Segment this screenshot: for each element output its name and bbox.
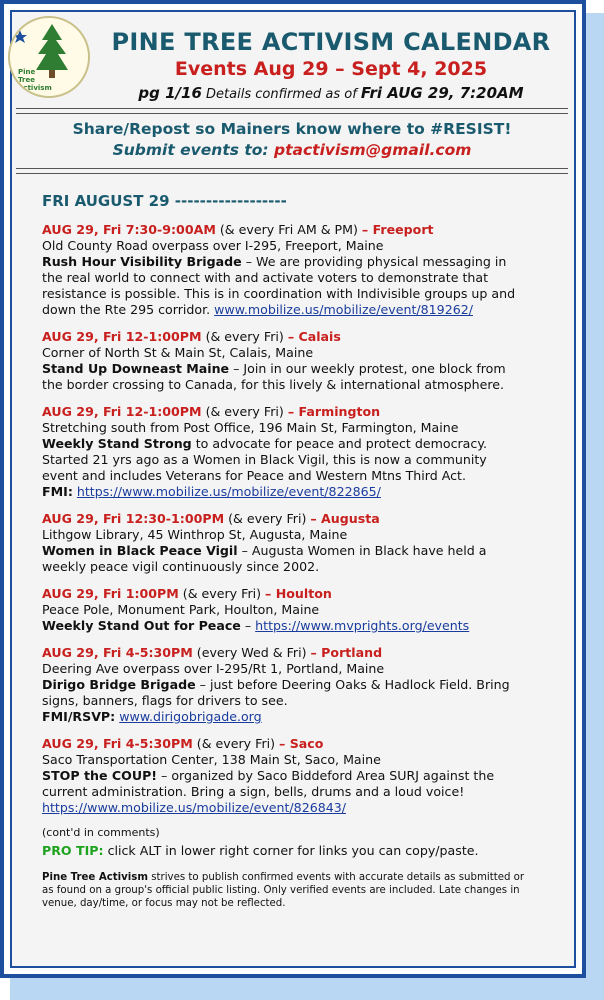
logo-text: Pine Tree Activism (18, 68, 52, 92)
disclaimer-text: venue, day/time, or focus may not be reflected. (42, 898, 286, 909)
event-name: Weekly Stand Strong (42, 436, 192, 451)
event-item (42, 586, 572, 634)
event-description-line (42, 270, 572, 286)
event-fmi (42, 484, 572, 500)
disclaimer-line (42, 897, 572, 910)
event-description-text: – just before Deering Oaks & Hadlock Field. Bring (195, 677, 510, 692)
page-title: PINE TREE ACTIVISM CALENDAR (111, 28, 551, 56)
event-header (42, 404, 572, 420)
pro-tip-label: PRO TIP: (42, 843, 104, 858)
divider (16, 168, 568, 174)
event-date: AUG 29, Fri 1:00PM (42, 586, 179, 601)
event-description-text: weekly peace vigil continuously since 2002. (42, 559, 320, 574)
event-fmi (42, 709, 572, 725)
pine-tree-logo (8, 16, 90, 98)
fmi-label: FMI: (42, 484, 73, 499)
submit-prefix: Submit events to: (112, 141, 269, 159)
event-description-line (42, 302, 572, 318)
event-description-line (42, 693, 572, 709)
event-description-text: down the Rte 295 corridor. (42, 302, 215, 317)
event-frequency: (& every Fri) (224, 511, 311, 526)
event-location: Lithgow Library, 45 Winthrop St, Augusta, Maine (42, 527, 348, 542)
event-town: – Portland (310, 645, 383, 660)
event-link[interactable]: www.dirigobrigade.org (119, 709, 262, 724)
event-description-text: – organized by Saco Biddeford Area SURJ against the (157, 768, 495, 783)
disclaimer-line (42, 871, 572, 884)
event-frequency: (& every Fri) (192, 736, 280, 751)
event-location: Stretching south from Post Office, 196 Main St, Farmington, Maine (42, 420, 459, 435)
page-info (96, 84, 566, 102)
event-town: – Saco (279, 736, 324, 751)
page-number: pg 1/16 (138, 84, 202, 102)
event-description-text: – (240, 618, 256, 633)
event-description-line (42, 452, 572, 468)
event-description-text: the border crossing to Canada, for this lively & international atmosphere. (42, 377, 504, 392)
event-description-line (42, 768, 572, 784)
confirmed-date: Fri AUG 29, 7:20AM (360, 84, 524, 102)
disclaimer-text: strives to publish confirmed events with accurate details as submitted or (147, 872, 525, 883)
event-header (42, 736, 572, 752)
event-link[interactable]: https://www.mobilize.us/mobilize/event/826843/ (42, 800, 346, 815)
event-frequency: (& every Fri) (201, 404, 288, 419)
contd-note: (cont'd in comments) (42, 826, 160, 839)
event-location: Corner of North St & Main St, Calais, Maine (42, 345, 314, 360)
event-frequency: (& every Fri) (201, 329, 288, 344)
event-item (42, 511, 572, 575)
event-date: AUG 29, Fri 12-1:00PM (42, 329, 202, 344)
event-description-text: resistance is possible. This is in coordination with Indivisible groups up and (42, 286, 516, 301)
pro-tip-text: click ALT in lower right corner for links you can copy/paste. (103, 843, 479, 858)
event-description-text: current administration. Bring a sign, bells, drums and a loud voice! (42, 784, 465, 799)
event-header (42, 329, 572, 345)
event-date: AUG 29, Fri 4-5:30PM (42, 645, 193, 660)
event-description-line (42, 543, 572, 559)
event-date: AUG 29, Fri 4-5:30PM (42, 736, 193, 751)
event-location: Saco Transportation Center, 138 Main St, Saco, Maine (42, 752, 381, 767)
day-heading: FRI AUGUST 29 ------------------ (42, 192, 287, 210)
event-description-line (42, 468, 572, 484)
event-item (42, 736, 572, 816)
submit-email[interactable]: ptactivism@gmail.com (274, 141, 472, 159)
event-link-line (42, 800, 572, 816)
event-header (42, 645, 572, 661)
fmi-label: FMI/RSVP: (42, 709, 116, 724)
event-frequency: (& every Fri AM & PM) (215, 222, 362, 237)
share-line: Share/Repost so Mainers know where to #RESIST! (72, 120, 512, 138)
event-description-text: the real world to connect with and activate voters to demonstrate that (42, 270, 489, 285)
pro-tip (42, 843, 572, 859)
event-date: AUG 29, Fri 12-1:00PM (42, 404, 202, 419)
event-header (42, 586, 572, 602)
event-header (42, 511, 572, 527)
event-description-text: – We are providing physical messaging in (241, 254, 507, 269)
disclaimer-text: as found on a group's official public listing. Only verified events are included. Late changes in (42, 885, 520, 896)
event-description-line (42, 286, 572, 302)
event-item (42, 404, 572, 500)
event-link[interactable]: https://www.mobilize.us/mobilize/event/822865/ (76, 484, 381, 499)
event-town: – Houlton (265, 586, 332, 601)
divider (16, 108, 568, 114)
event-description-line (42, 436, 572, 452)
event-town: – Freeport (361, 222, 434, 237)
events-list (42, 222, 572, 910)
event-description-line (42, 377, 572, 393)
confirmed-prefix: Details confirmed as of (206, 87, 357, 102)
event-item (42, 329, 572, 393)
event-name: Women in Black Peace Vigil (42, 543, 238, 558)
event-description-text: – Join in our weekly protest, one block from (229, 361, 506, 376)
event-link[interactable]: https://www.mvprights.org/events (255, 618, 470, 633)
event-header (42, 222, 572, 238)
event-description-text: to advocate for peace and protect democracy. (191, 436, 487, 451)
event-description-text: event and includes Veterans for Peace and Western Mtns Third Act. (42, 468, 466, 483)
disclaimer-name: Pine Tree Activism (42, 872, 148, 883)
event-town: – Farmington (287, 404, 381, 419)
event-description-text: Started 21 yrs ago as a Women in Black Vigil, this is now a community (42, 452, 487, 467)
event-description-line (42, 784, 572, 800)
event-name: STOP the COUP! (42, 768, 158, 783)
event-town: – Augusta (310, 511, 380, 526)
event-location: Old County Road overpass over I-295, Freeport, Maine (42, 238, 384, 253)
disclaimer-line (42, 884, 572, 897)
event-frequency: (& every Fri) (178, 586, 266, 601)
event-item (42, 222, 572, 318)
date-range-subtitle: Events Aug 29 – Sept 4, 2025 (174, 58, 488, 80)
event-description-line (42, 559, 572, 575)
event-location: Deering Ave overpass over I-295/Rt 1, Portland, Maine (42, 661, 385, 676)
event-frequency: (every Wed & Fri) (192, 645, 311, 660)
event-link[interactable]: www.mobilize.us/mobilize/event/819262/ (214, 302, 473, 317)
event-name: Dirigo Bridge Brigade (42, 677, 196, 692)
event-description-line (42, 361, 572, 377)
event-name: Rush Hour Visibility Brigade (42, 254, 242, 269)
submit-line (16, 141, 568, 159)
event-item (42, 645, 572, 725)
event-town: – Calais (287, 329, 341, 344)
event-date: AUG 29, Fri 7:30-9:00AM (42, 222, 216, 237)
event-date: AUG 29, Fri 12:30-1:00PM (42, 511, 225, 526)
disclaimer (42, 871, 572, 910)
event-description-line (42, 618, 572, 634)
event-name: Weekly Stand Out for Peace (42, 618, 241, 633)
event-location: Peace Pole, Monument Park, Houlton, Maine (42, 602, 320, 617)
event-description-line (42, 254, 572, 270)
event-description-text: signs, banners, flags for drivers to see. (42, 693, 288, 708)
event-description-text: – Augusta Women in Black have held a (237, 543, 487, 558)
event-description-line (42, 677, 572, 693)
event-name: Stand Up Downeast Maine (42, 361, 230, 376)
